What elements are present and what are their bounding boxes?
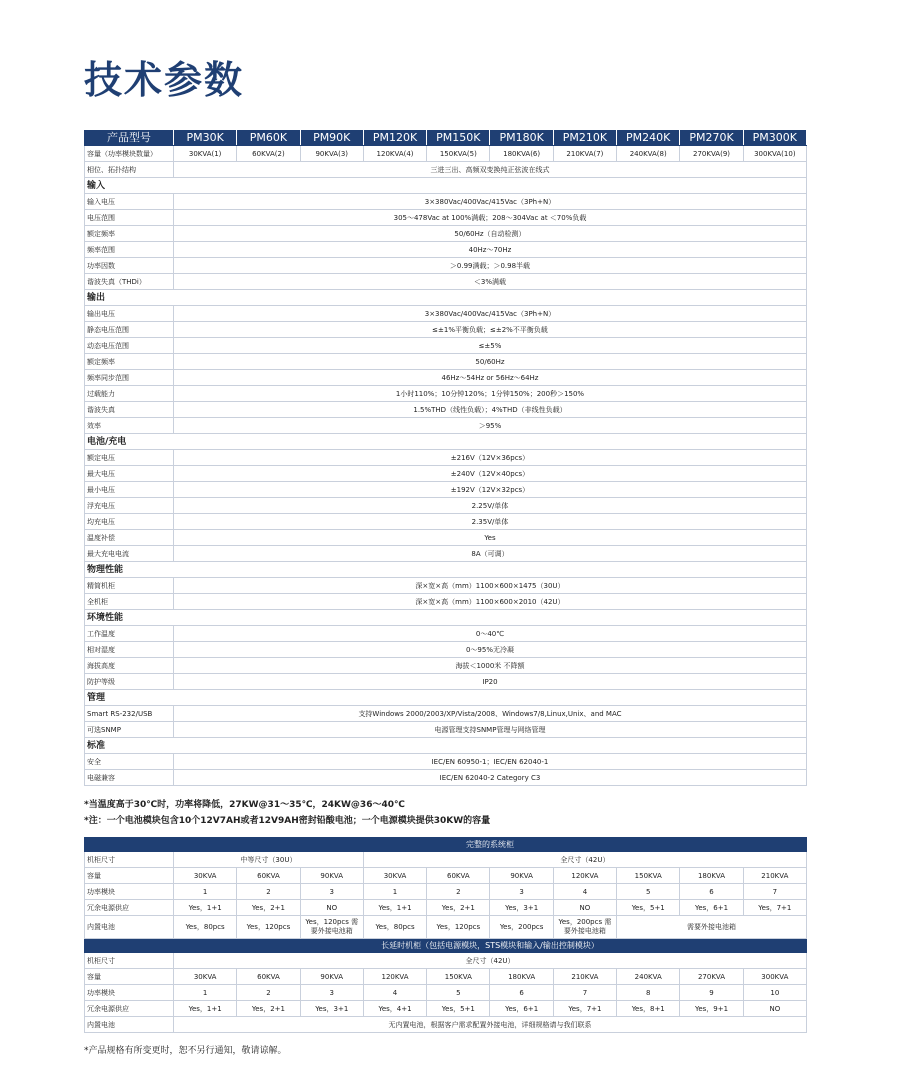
system-cabinet-banner bbox=[85, 838, 807, 852]
capacity-row bbox=[85, 146, 807, 162]
row-value: IEC/EN 60950-1；IEC/EN 62040-1 bbox=[174, 754, 807, 770]
spec-row bbox=[85, 514, 807, 530]
system-capacities-row bbox=[85, 868, 807, 884]
cell-value: 120KVA bbox=[553, 868, 616, 884]
cell-value: Yes，5+1 bbox=[427, 1001, 490, 1017]
cell-value: Yes，4+1 bbox=[363, 1001, 426, 1017]
cell-value: 30KVA bbox=[363, 868, 426, 884]
cell-value: 210KVA bbox=[743, 868, 806, 884]
row-label: 均充电压 bbox=[85, 514, 174, 530]
model-name: PM150K bbox=[427, 131, 490, 146]
capacity-value: 270KVA(9) bbox=[680, 146, 743, 162]
row-label: 输入电压 bbox=[85, 194, 174, 210]
row-value: 海拔＜1000米 不降额 bbox=[174, 658, 807, 674]
spec-row bbox=[85, 754, 807, 770]
cell-value: 1 bbox=[174, 985, 237, 1001]
cell-value: 6 bbox=[680, 884, 743, 900]
cell-value: Yes，120pcs bbox=[427, 916, 490, 939]
cell-value: 180KVA bbox=[680, 868, 743, 884]
cell-value: 10 bbox=[743, 985, 806, 1001]
row-label: 额定频率 bbox=[85, 226, 174, 242]
battery-note: *注：一个电池模块包含10个12V7AH或者12V9AH密封铅酸电池；一个电源模块提供30KW的容量 bbox=[84, 816, 491, 826]
long-cabinet-banner bbox=[85, 939, 807, 953]
row-label: 工作温度 bbox=[85, 626, 174, 642]
spec-row bbox=[85, 498, 807, 514]
cell-value: 120KVA bbox=[363, 969, 426, 985]
topology-row bbox=[85, 162, 807, 178]
spec-row bbox=[85, 642, 807, 658]
spec-row bbox=[85, 226, 807, 242]
row-value: 40Hz～70Hz bbox=[174, 242, 807, 258]
row-label: 频率范围 bbox=[85, 242, 174, 258]
row-value: ±216V（12V×36pcs） bbox=[174, 450, 807, 466]
cell-value: 150KVA bbox=[427, 969, 490, 985]
page-title: 技术参数 bbox=[84, 58, 245, 102]
cell-value: Yes，2+1 bbox=[237, 900, 300, 916]
cell-value: Yes，3+1 bbox=[300, 1001, 363, 1017]
row-label: 精简机柜 bbox=[85, 578, 174, 594]
cell-value: 5 bbox=[617, 884, 680, 900]
section-title: 环境性能 bbox=[85, 610, 807, 626]
cell-value: 150KVA bbox=[617, 868, 680, 884]
row-label: 最小电压 bbox=[85, 482, 174, 498]
cell-value: NO bbox=[300, 900, 363, 916]
section-title: 物理性能 bbox=[85, 562, 807, 578]
capacity-value: 300KVA(10) bbox=[743, 146, 806, 162]
row-value: 8A（可调） bbox=[174, 546, 807, 562]
capacity-value: 240KVA(8) bbox=[617, 146, 680, 162]
cell-value: Yes，200pcs bbox=[490, 916, 553, 939]
model-label: 产品型号 bbox=[85, 131, 174, 146]
cell-value: 2 bbox=[237, 884, 300, 900]
model-name: PM60K bbox=[237, 131, 300, 146]
row-label: 最大电压 bbox=[85, 466, 174, 482]
mid-size-label: 中等尺寸（30U） bbox=[174, 852, 364, 868]
row-label: 过载能力 bbox=[85, 386, 174, 402]
row-label: 机柜尺寸 bbox=[85, 852, 174, 868]
row-value: 46Hz～54Hz or 56Hz～64Hz bbox=[174, 370, 807, 386]
row-label: 海拔高度 bbox=[85, 658, 174, 674]
row-label: 功率因数 bbox=[85, 258, 174, 274]
row-label: 效率 bbox=[85, 418, 174, 434]
cell-value: 90KVA bbox=[300, 868, 363, 884]
cell-value: Yes，2+1 bbox=[427, 900, 490, 916]
cell-value: Yes，8+1 bbox=[617, 1001, 680, 1017]
cell-value: 7 bbox=[553, 985, 616, 1001]
section-title: 电池/充电 bbox=[85, 434, 807, 450]
cell-value: 1 bbox=[363, 884, 426, 900]
spec-row bbox=[85, 546, 807, 562]
cell-value: 9 bbox=[680, 985, 743, 1001]
long-battery-row bbox=[85, 1017, 807, 1033]
external-battery-note: 需要外接电池箱 bbox=[617, 916, 807, 939]
row-value: 0～40℃ bbox=[174, 626, 807, 642]
row-value: 支持Windows 2000/2003/XP/Vista/2008、Windows7/8,Linux,Unix、and MAC bbox=[174, 706, 807, 722]
row-value: 50/60Hz bbox=[174, 354, 807, 370]
cell-value: 60KVA bbox=[237, 868, 300, 884]
cell-value: 240KVA bbox=[617, 969, 680, 985]
cell-value: Yes，80pcs bbox=[363, 916, 426, 939]
row-value: ±240V（12V×40pcs） bbox=[174, 466, 807, 482]
section-header bbox=[85, 178, 807, 194]
cell-value: Yes，1+1 bbox=[174, 1001, 237, 1017]
section-header bbox=[85, 290, 807, 306]
model-name: PM240K bbox=[617, 131, 680, 146]
cell-value: Yes，200pcs 需要外接电池箱 bbox=[553, 916, 616, 939]
row-label: 动态电压范围 bbox=[85, 338, 174, 354]
row-value: 深×宽×高（mm）1100×600×1475（30U） bbox=[174, 578, 807, 594]
spec-row bbox=[85, 770, 807, 786]
spec-row bbox=[85, 354, 807, 370]
system-battery-row bbox=[85, 916, 807, 939]
model-name: PM180K bbox=[490, 131, 553, 146]
long-capacities-row bbox=[85, 969, 807, 985]
row-value: ＞0.99满载；＞0.98半载 bbox=[174, 258, 807, 274]
spec-row bbox=[85, 482, 807, 498]
spec-row bbox=[85, 466, 807, 482]
system-size-row bbox=[85, 852, 807, 868]
cell-value: 1 bbox=[174, 884, 237, 900]
cell-value: 4 bbox=[553, 884, 616, 900]
capacity-value: 30KVA(1) bbox=[174, 146, 237, 162]
row-value: 1.5%THD（线性负载）；4%THD（非线性负载） bbox=[174, 402, 807, 418]
cell-value: 300KVA bbox=[743, 969, 806, 985]
row-value: 3×380Vac/400Vac/415Vac（3Ph+N） bbox=[174, 306, 807, 322]
cell-value: Yes，1+1 bbox=[174, 900, 237, 916]
capacity-value: 60KVA(2) bbox=[237, 146, 300, 162]
row-value: 0～95%无冷凝 bbox=[174, 642, 807, 658]
row-label: 冗余电源供应 bbox=[85, 900, 174, 916]
full-size-label: 全尺寸（42U） bbox=[363, 852, 806, 868]
cell-value: Yes，120pcs 需要外接电池箱 bbox=[300, 916, 363, 939]
cabinet-table bbox=[84, 837, 807, 1033]
row-value: 2.25V/单体 bbox=[174, 498, 807, 514]
cell-value: 7 bbox=[743, 884, 806, 900]
row-label: 额定电压 bbox=[85, 450, 174, 466]
spec-row bbox=[85, 242, 807, 258]
banner-spacer bbox=[85, 838, 174, 852]
row-value: IP20 bbox=[174, 674, 807, 690]
row-label: 频率同步范围 bbox=[85, 370, 174, 386]
section-header bbox=[85, 690, 807, 706]
row-value: 三进三出、高频双变换纯正弦波在线式 bbox=[174, 162, 807, 178]
capacity-value: 150KVA(5) bbox=[427, 146, 490, 162]
row-label: 功率模块 bbox=[85, 884, 174, 900]
cell-value: Yes，1+1 bbox=[363, 900, 426, 916]
system-redundancy-row bbox=[85, 900, 807, 916]
cell-value: 5 bbox=[427, 985, 490, 1001]
capacity-value: 210KVA(7) bbox=[553, 146, 616, 162]
cell-value: Yes，120pcs bbox=[237, 916, 300, 939]
spec-row bbox=[85, 626, 807, 642]
section-title: 输出 bbox=[85, 290, 807, 306]
section-title: 管理 bbox=[85, 690, 807, 706]
cell-value: 60KVA bbox=[237, 969, 300, 985]
cell-value: 270KVA bbox=[680, 969, 743, 985]
cell-value: 30KVA bbox=[174, 969, 237, 985]
cell-value: Yes，7+1 bbox=[743, 900, 806, 916]
row-label: 静态电压范围 bbox=[85, 322, 174, 338]
spec-row bbox=[85, 674, 807, 690]
capacity-value: 120KVA(4) bbox=[363, 146, 426, 162]
cell-value: Yes，7+1 bbox=[553, 1001, 616, 1017]
cell-value: Yes，6+1 bbox=[680, 900, 743, 916]
row-value: ＞95% bbox=[174, 418, 807, 434]
system-cabinet-title: 完整的系统柜 bbox=[174, 838, 807, 852]
spec-row bbox=[85, 658, 807, 674]
cell-value: Yes，9+1 bbox=[680, 1001, 743, 1017]
section-title: 标准 bbox=[85, 738, 807, 754]
model-name: PM30K bbox=[174, 131, 237, 146]
spec-row bbox=[85, 338, 807, 354]
row-label: 可选SNMP bbox=[85, 722, 174, 738]
footer-note: *产品规格有所变更时，恕不另行通知，敬请谅解。 bbox=[84, 1046, 287, 1056]
spec-row bbox=[85, 370, 807, 386]
row-value: 3×380Vac/400Vac/415Vac（3Ph+N） bbox=[174, 194, 807, 210]
cell-value: Yes，5+1 bbox=[617, 900, 680, 916]
spec-row bbox=[85, 306, 807, 322]
spec-row bbox=[85, 722, 807, 738]
spec-row bbox=[85, 530, 807, 546]
row-label: 输出电压 bbox=[85, 306, 174, 322]
row-label: 安全 bbox=[85, 754, 174, 770]
row-value: ≤±1%平衡负载；≤±2%不平衡负载 bbox=[174, 322, 807, 338]
spec-row bbox=[85, 210, 807, 226]
spec-row bbox=[85, 418, 807, 434]
model-name: PM270K bbox=[680, 131, 743, 146]
row-label: 相对湿度 bbox=[85, 642, 174, 658]
cell-value: 3 bbox=[490, 884, 553, 900]
cell-value: 8 bbox=[617, 985, 680, 1001]
row-label: 最大充电电流 bbox=[85, 546, 174, 562]
row-value: 电源管理支持SNMP管理与网络管理 bbox=[174, 722, 807, 738]
row-value: 2.35V/单体 bbox=[174, 514, 807, 530]
row-label: 内置电池 bbox=[85, 1017, 174, 1033]
row-label: 防护等级 bbox=[85, 674, 174, 690]
row-value: 305～478Vac at 100%满载；208～304Vac at ＜70%负载 bbox=[174, 210, 807, 226]
row-value: 50/60Hz（自动检测） bbox=[174, 226, 807, 242]
cell-value: 4 bbox=[363, 985, 426, 1001]
cell-value: 90KVA bbox=[490, 868, 553, 884]
section-header bbox=[85, 610, 807, 626]
cell-value: Yes，3+1 bbox=[490, 900, 553, 916]
spec-table bbox=[84, 130, 807, 786]
cell-value: Yes，2+1 bbox=[237, 1001, 300, 1017]
row-label: 电磁兼容 bbox=[85, 770, 174, 786]
full-size-label: 全尺寸（42U） bbox=[174, 953, 807, 969]
cell-value: 180KVA bbox=[490, 969, 553, 985]
spec-row bbox=[85, 194, 807, 210]
cell-value: 2 bbox=[237, 985, 300, 1001]
cell-value: 30KVA bbox=[174, 868, 237, 884]
cell-value: NO bbox=[553, 900, 616, 916]
spec-row bbox=[85, 258, 807, 274]
capacity-value: 90KVA(3) bbox=[300, 146, 363, 162]
cell-value: 60KVA bbox=[427, 868, 490, 884]
cell-value: 2 bbox=[427, 884, 490, 900]
row-label: 内置电池 bbox=[85, 916, 174, 939]
row-label: 电压范围 bbox=[85, 210, 174, 226]
cell-value: Yes，6+1 bbox=[490, 1001, 553, 1017]
row-value: 1小时110%；10分钟120%；1分钟150%；200秒＞150% bbox=[174, 386, 807, 402]
section-header bbox=[85, 434, 807, 450]
cell-value: 6 bbox=[490, 985, 553, 1001]
spec-row bbox=[85, 274, 807, 290]
section-header bbox=[85, 562, 807, 578]
spec-row bbox=[85, 594, 807, 610]
section-title: 输入 bbox=[85, 178, 807, 194]
spec-row bbox=[85, 706, 807, 722]
model-name: PM210K bbox=[553, 131, 616, 146]
row-label: 谐波失真（THDi） bbox=[85, 274, 174, 290]
long-modules-row bbox=[85, 985, 807, 1001]
row-label: 功率模块 bbox=[85, 985, 174, 1001]
battery-note: 无内置电池，根据客户需求配置外接电池，详细规格请与我们联系 bbox=[174, 1017, 807, 1033]
cell-value: 210KVA bbox=[553, 969, 616, 985]
row-label: 容量（功率模块数量） bbox=[85, 146, 174, 162]
row-label: 相位、拓扑结构 bbox=[85, 162, 174, 178]
spec-row bbox=[85, 386, 807, 402]
row-label: 容量 bbox=[85, 868, 174, 884]
row-label: 额定频率 bbox=[85, 354, 174, 370]
cell-value: NO bbox=[743, 1001, 806, 1017]
row-value: 深×宽×高（mm）1100×600×2010（42U） bbox=[174, 594, 807, 610]
row-value: ＜3%满载 bbox=[174, 274, 807, 290]
long-redundancy-row bbox=[85, 1001, 807, 1017]
row-label: 温度补偿 bbox=[85, 530, 174, 546]
capacity-value: 180KVA(6) bbox=[490, 146, 553, 162]
spec-row bbox=[85, 578, 807, 594]
cell-value: Yes，80pcs bbox=[174, 916, 237, 939]
cell-value: 90KVA bbox=[300, 969, 363, 985]
model-header-row bbox=[85, 131, 807, 146]
row-value: ±192V（12V×32pcs） bbox=[174, 482, 807, 498]
cell-value: 3 bbox=[300, 884, 363, 900]
spec-row bbox=[85, 450, 807, 466]
row-label: 全机柜 bbox=[85, 594, 174, 610]
row-label: 谐波失真 bbox=[85, 402, 174, 418]
row-label: Smart RS-232/USB bbox=[85, 706, 174, 722]
row-value: ≤±5% bbox=[174, 338, 807, 354]
model-name: PM120K bbox=[363, 131, 426, 146]
model-name: PM90K bbox=[300, 131, 363, 146]
banner-spacer bbox=[85, 939, 174, 953]
row-value: Yes bbox=[174, 530, 807, 546]
row-value: IEC/EN 62040-2 Category C3 bbox=[174, 770, 807, 786]
row-label: 冗余电源供应 bbox=[85, 1001, 174, 1017]
cell-value: 3 bbox=[300, 985, 363, 1001]
model-name: PM300K bbox=[743, 131, 806, 146]
row-label: 机柜尺寸 bbox=[85, 953, 174, 969]
long-size-row bbox=[85, 953, 807, 969]
spec-row bbox=[85, 322, 807, 338]
system-modules-row bbox=[85, 884, 807, 900]
row-label: 容量 bbox=[85, 969, 174, 985]
row-label: 浮充电压 bbox=[85, 498, 174, 514]
spec-row bbox=[85, 402, 807, 418]
temperature-note: *当温度高于30℃时，功率将降低，27KW@31～35℃，24KW@36～40℃ bbox=[84, 800, 405, 810]
section-header bbox=[85, 738, 807, 754]
long-cabinet-title: 长延时机柜（包括电源模块，STS模块和输入/输出控制模块） bbox=[174, 939, 807, 953]
